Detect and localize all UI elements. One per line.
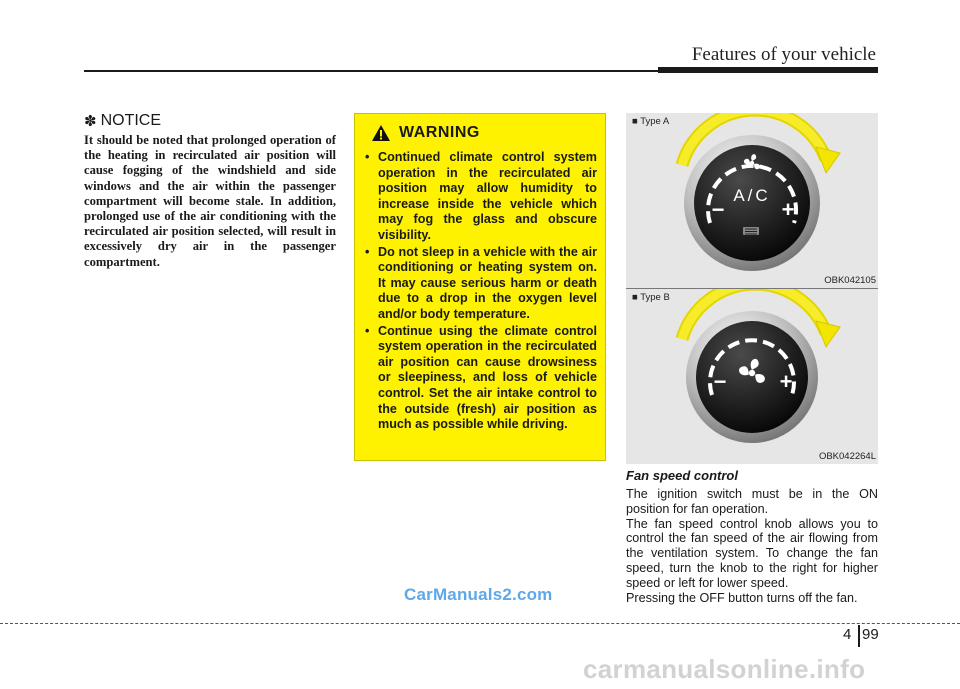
warning-bullet: • xyxy=(365,323,370,338)
section-title: Features of your vehicle xyxy=(691,44,876,65)
warning-item-text: Continue using the climate control system operation in the recirculated air position can cause drowsiness or sleepiness, and loss of vehicle control. Set the air intake control to the outside (fresh) air position as much as possible while driving. xyxy=(378,323,597,432)
warning-bullet: • xyxy=(365,150,370,164)
figure-type-b-code: OBK042264L xyxy=(818,451,876,462)
watermark-carmanuals2[interactable]: CarManuals2.com xyxy=(404,585,553,604)
fan-speed-paragraph: Pressing the OFF button turns off the fan. xyxy=(626,590,858,605)
page-number: 99 xyxy=(862,626,879,643)
fan-speed-paragraph: The ignition switch must be in the ON position for fan operation. xyxy=(626,487,878,516)
ac-label: A/C xyxy=(733,186,771,205)
warning-item-text: Do not sleep in a vehicle with the air conditioning or heating system on. It may cause serious harm or death due to a drop in the oxygen level and/or body temperature. xyxy=(378,244,597,321)
warning-box xyxy=(354,113,606,461)
figure-type-b xyxy=(626,288,878,464)
fan-speed-paragraph: The fan speed control knob allows you to control the fan speed of the air flowing from the ventilation system. To change the fan speed, turn the knob to the right for higher speed or left for lower speed. xyxy=(626,516,878,590)
fan-speed-heading: Fan speed control xyxy=(626,468,738,483)
header-rule-accent xyxy=(658,67,878,73)
footer-rule xyxy=(0,623,960,624)
notice-body: It should be noted that prolonged operation of the heating in recirculated air position will cause fogging of the windshield and side windows and the air within the passenger compartment will become stale. In addition, prolonged use of the air conditioning with the recirculated air position selected, will result in excessively dry air in the passenger compartment. xyxy=(84,133,336,269)
figure-type-a-code: OBK042105 xyxy=(824,275,876,286)
notice-heading xyxy=(84,112,336,130)
warning-heading xyxy=(371,124,597,142)
notice-star-icon: ✽ xyxy=(84,113,97,130)
warning-list xyxy=(365,150,597,433)
warning-item xyxy=(365,324,597,433)
warning-title: WARNING xyxy=(399,124,480,141)
figure-type-a xyxy=(626,113,878,288)
figure-type-a-label: ■ Type A xyxy=(632,116,670,127)
warning-item xyxy=(365,150,597,244)
warning-item xyxy=(365,245,597,323)
plus-label: + xyxy=(779,369,793,394)
watermark-carmanualsonline[interactable]: carmanualsonline.info xyxy=(583,654,866,684)
chapter-number: 4 xyxy=(843,626,852,643)
minus-label: − xyxy=(713,369,727,394)
fan-knob-type-a-illustration xyxy=(626,113,878,288)
minus-label: − xyxy=(711,197,725,222)
figure-type-b-label: ■ Type B xyxy=(632,292,670,303)
rear-defrost-icon xyxy=(743,227,759,235)
plus-label: + xyxy=(781,197,795,222)
fan-knob-type-b-illustration xyxy=(626,289,878,464)
notice-heading-text: NOTICE xyxy=(100,112,162,129)
warning-item-text: Continued climate control system operation in the recirculated air position may allow humidity to increase inside the vehicle which may fog the glass and obscure visibility. xyxy=(378,150,597,242)
page-number-separator xyxy=(858,625,860,647)
warning-bullet: • xyxy=(365,244,370,259)
fan-speed-section xyxy=(626,468,878,605)
notice-section xyxy=(84,112,336,270)
warning-triangle-icon xyxy=(371,124,391,142)
